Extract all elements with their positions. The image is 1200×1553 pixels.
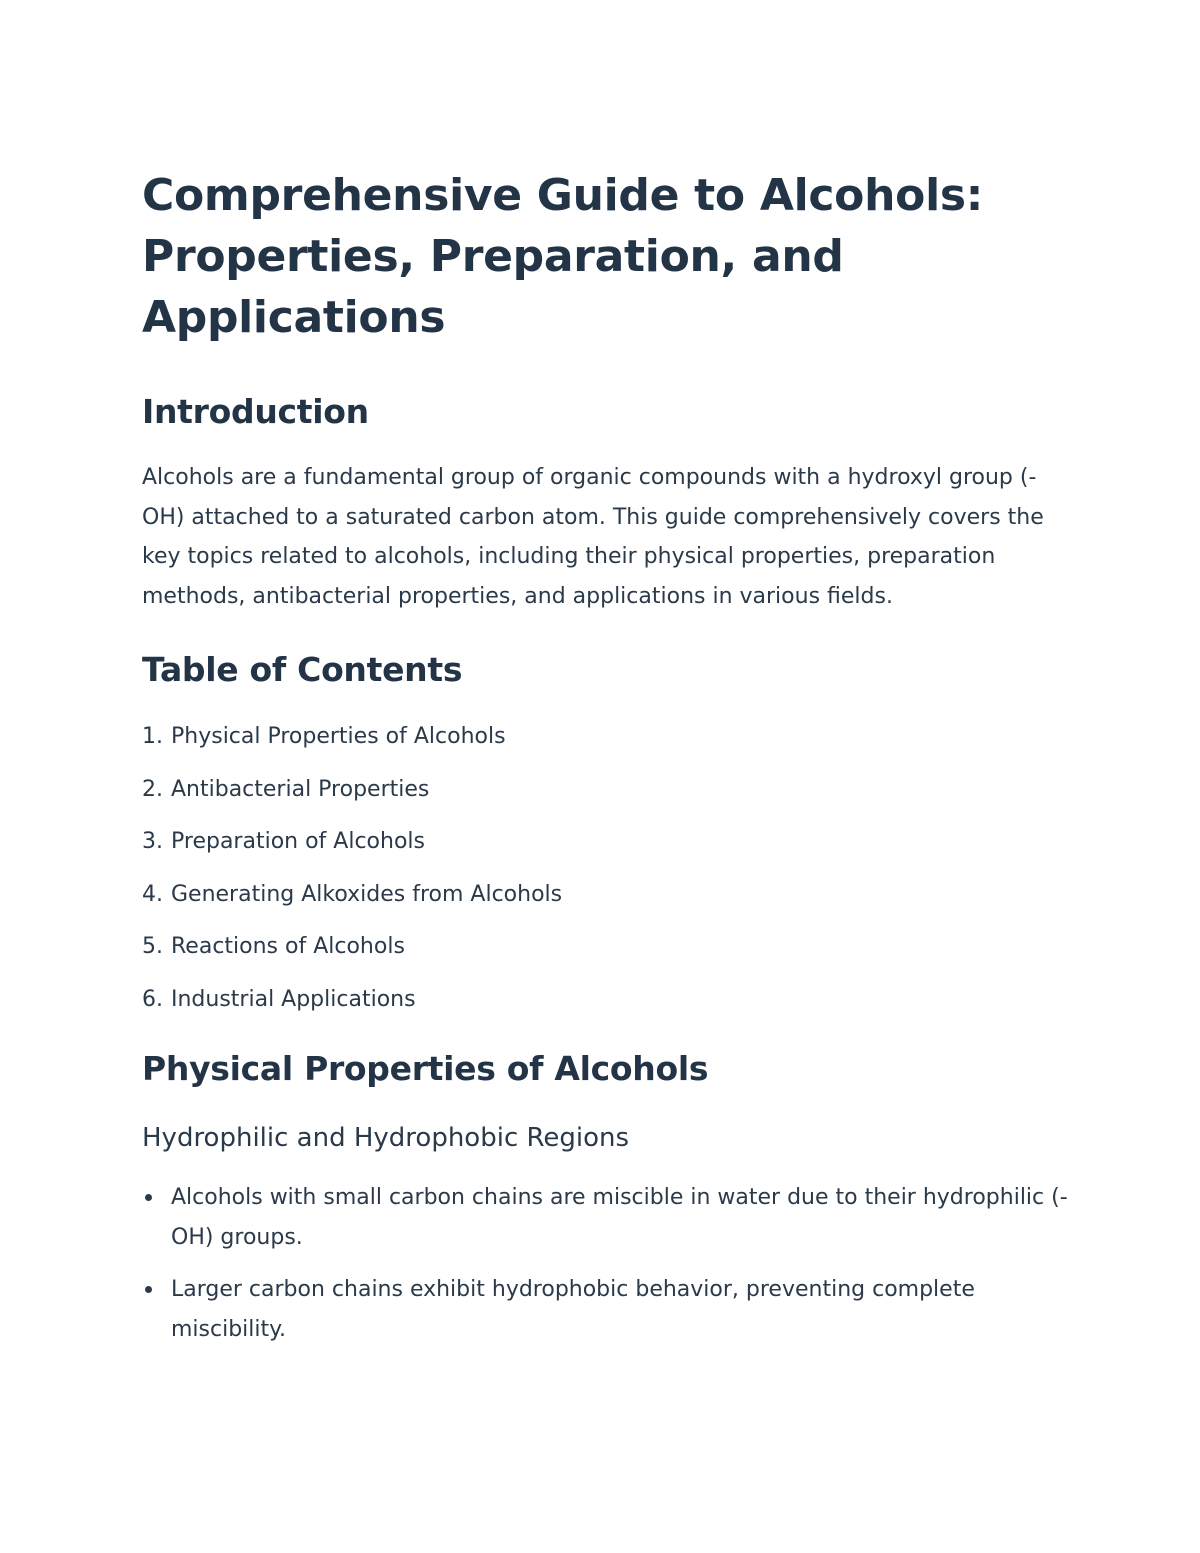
list-item <box>142 1270 1072 1349</box>
list-item <box>142 1178 1072 1257</box>
toc-item-label: Industrial Applications <box>171 986 416 1012</box>
document-title: Comprehensive Guide to Alcohols: Properties, Preparation, and Applications <box>142 170 984 343</box>
list-item-text: Larger carbon chains exhibit hydrophobic behavior, preventing complete miscibility. <box>171 1277 975 1342</box>
toc-item <box>142 822 1072 862</box>
toc-item-number: 4. <box>142 881 163 907</box>
toc-item-number: 3. <box>142 829 163 854</box>
toc-item <box>142 770 1072 810</box>
table-of-contents-list <box>142 717 1072 1019</box>
toc-item-label: Preparation of Alcohols <box>171 829 425 854</box>
toc-item <box>142 927 1072 967</box>
toc-item <box>142 980 1072 1020</box>
toc-item-label: Antibacterial Properties <box>171 776 430 802</box>
toc-item-label: Physical Properties of Alcohols <box>171 724 506 749</box>
toc-item <box>142 875 1072 915</box>
toc-item-label: Generating Alkoxides from Alcohols <box>171 881 563 907</box>
toc-item-label: Reactions of Alcohols <box>171 934 405 959</box>
toc-item-number: 1. <box>142 724 163 749</box>
toc-item-number: 6. <box>142 986 163 1012</box>
physical-properties-bullet-list <box>142 1178 1072 1349</box>
toc-item <box>142 717 1072 757</box>
bullet-dot-icon <box>145 1286 152 1293</box>
toc-item-number: 5. <box>142 934 163 959</box>
section-heading-introduction: Introduction <box>142 392 369 431</box>
introduction-paragraph: Alcohols are a fundamental group of organic compounds with a hydroxyl group (-OH) attached to a saturated carbon atom. This guide comprehensively covers the key topics related to alcohols, including their physical properties, preparation methods, antibacterial properties, and applications in various fields. <box>142 465 1044 609</box>
subsection-heading-hydrophilic-hydrophobic: Hydrophilic and Hydrophobic Regions <box>142 1123 630 1153</box>
toc-item-number: 2. <box>142 776 163 802</box>
list-item-text: Alcohols with small carbon chains are miscible in water due to their hydrophilic (-OH) groups. <box>171 1185 1068 1250</box>
section-heading-table-of-contents: Table of Contents <box>142 650 463 689</box>
section-heading-physical-properties: Physical Properties of Alcohols <box>142 1049 709 1088</box>
bullet-dot-icon <box>145 1194 152 1201</box>
document-page <box>142 165 1072 1362</box>
